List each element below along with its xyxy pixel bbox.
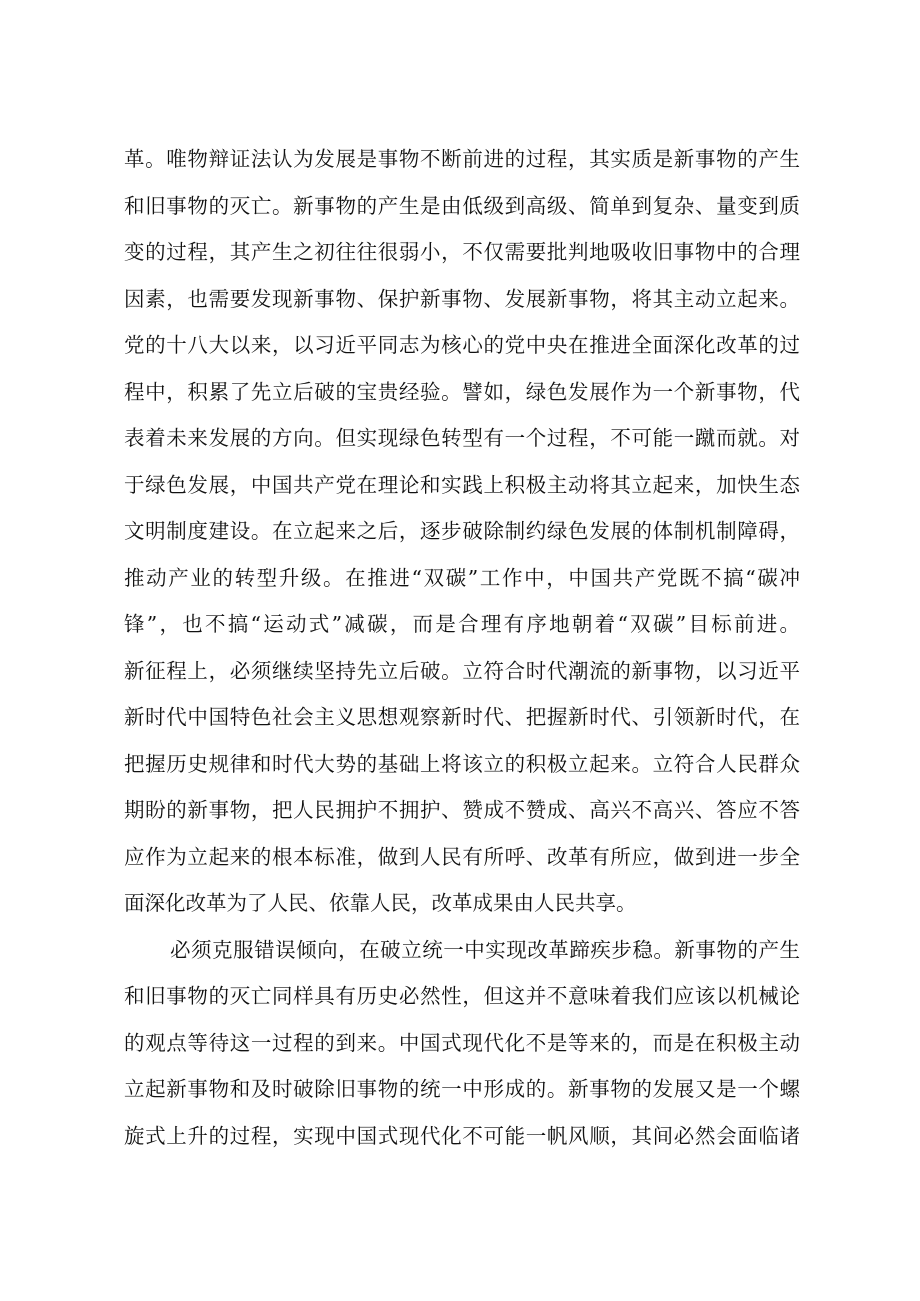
text-line: 把握历史规律和时代大势的基础上将该立的积极立起来。立符合人民群众 bbox=[124, 751, 800, 776]
text-line: 于绿色发展，中国共产党在理论和实践上积极主动将其立起来，加快生态 bbox=[124, 472, 800, 497]
text-line: 面深化改革为了人民、依靠人民，改革成果由人民共享。 bbox=[124, 891, 637, 915]
text-line: 和旧事物的灭亡。新事物的产生是由低级到高级、简单到复杂、量变到质 bbox=[124, 193, 800, 218]
text-line: 必须克服错误倾向，在破立统一中实现改革蹄疾步稳。新事物的产生 bbox=[170, 937, 800, 962]
text-line: 因素，也需要发现新事物、保护新事物、发展新事物，将其主动立起来。 bbox=[124, 286, 800, 311]
document-body bbox=[124, 136, 800, 1159]
text-line: 应作为立起来的根本标准，做到人民有所呼、改革有所应，做到进一步全 bbox=[124, 844, 800, 869]
paragraph-2 bbox=[124, 927, 800, 1160]
text-line: 表着未来发展的方向。但实现绿色转型有一个过程，不可能一蹴而就。对 bbox=[124, 426, 800, 450]
text-line: 革。唯物辩证法认为发展是事物不断前进的过程，其实质是新事物的产生 bbox=[124, 147, 800, 171]
text-line: 新时代中国特色社会主义思想观察新时代、把握新时代、引领新时代，在 bbox=[124, 705, 800, 729]
text-line: 旋式上升的过程，实现中国式现代化不可能一帆风顺，其间必然会面临诸 bbox=[124, 1123, 800, 1148]
text-line: 立起新事物和及时破除旧事物的统一中形成的。新事物的发展又是一个螺 bbox=[124, 1077, 800, 1101]
text-line: 推动产业的转型升级。在推进“双碳”工作中，中国共产党既不搞“碳冲 bbox=[124, 565, 800, 590]
text-line: 新征程上，必须继续坚持先立后破。立符合时代潮流的新事物，以习近平 bbox=[124, 658, 800, 683]
text-line: 锋”，也不搞“运动式”减碳，而是合理有序地朝着“双碳”目标前进。 bbox=[124, 612, 800, 636]
text-line: 程中，积累了先立后破的宝贵经验。譬如，绿色发展作为一个新事物，代 bbox=[124, 379, 800, 404]
text-line: 和旧事物的灭亡同样具有历史必然性，但这并不意味着我们应该以机械论 bbox=[124, 984, 800, 1008]
text-line: 变的过程，其产生之初往往很弱小，不仅需要批判地吸收旧事物中的合理 bbox=[124, 240, 800, 264]
paragraph-1 bbox=[124, 136, 800, 927]
text-line: 文明制度建设。在立起来之后，逐步破除制约绿色发展的体制机制障碍， bbox=[124, 519, 800, 543]
text-line: 党的十八大以来，以习近平同志为核心的党中央在推进全面深化改革的过 bbox=[124, 333, 800, 357]
text-line: 期盼的新事物，把人民拥护不拥护、赞成不赞成、高兴不高兴、答应不答 bbox=[124, 798, 800, 822]
text-line: 的观点等待这一过程的到来。中国式现代化不是等来的，而是在积极主动 bbox=[124, 1030, 800, 1055]
